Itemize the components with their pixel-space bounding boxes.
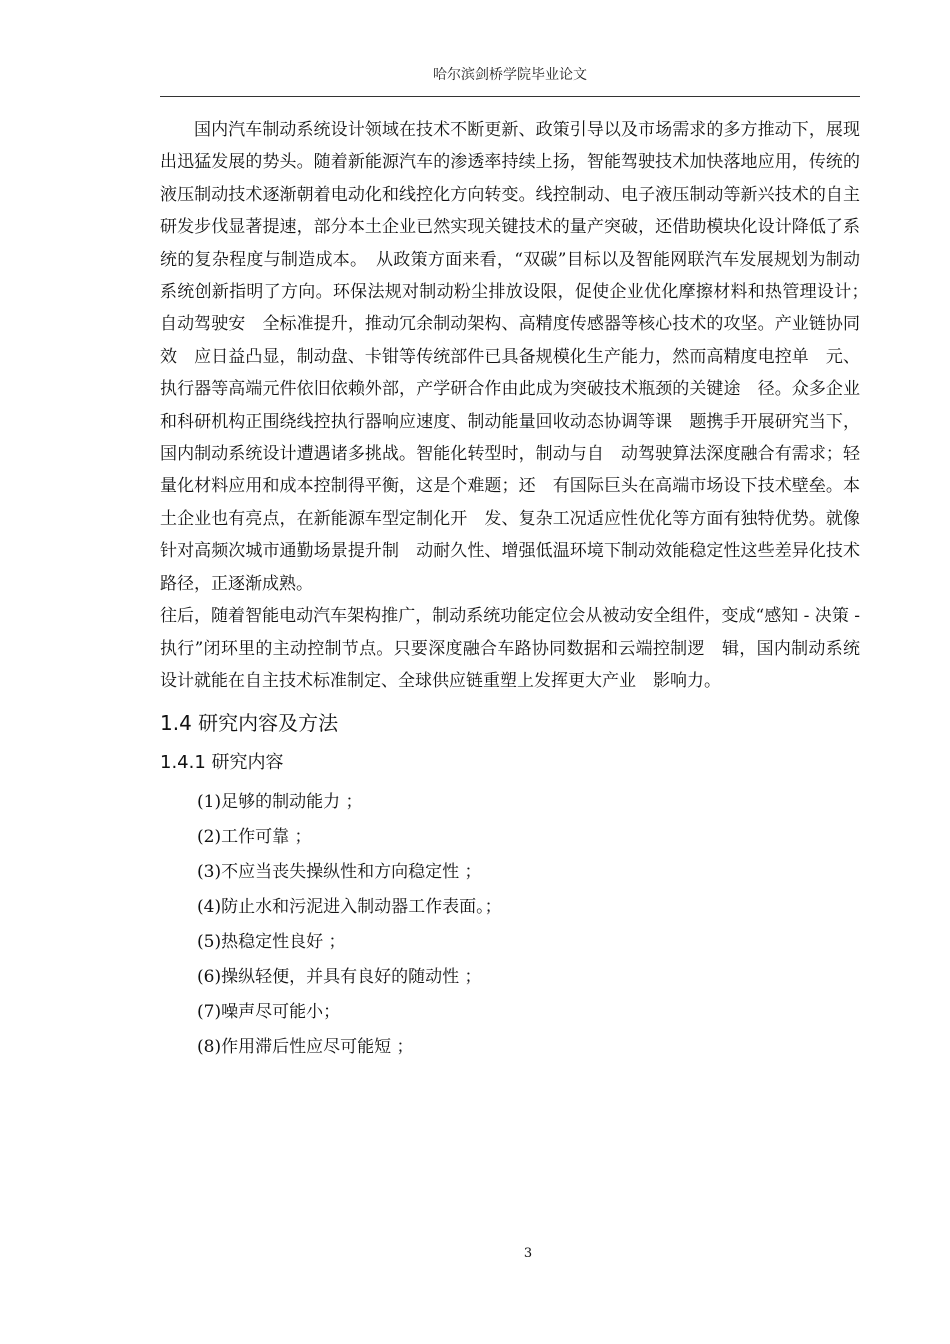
paragraph-domestic-status: 国内汽车制动系统设计领域在技术不断更新、政策引导以及市场需求的多方推动下，展现出迅猛发展的势头。随着新能源汽车的渗透率持续上扬，智能驾驶技术加快落地应用，传统的液压制动技术逐渐朝着电动化和线控化方向转变。线控制动、电子液压制动等新兴技术的自主研发步伐显著提速，部分本土企业已然实现关键技术的量产突破，还借助模块化设计降低了系统的复杂程度与制造成本。 从政策方面来看，“双碳”目标以及智能网联汽车发展规划为制动系统创新指明了方向。环保法规对制动粉尘排放设限，促使企业优化摩擦材料和热管理设计； 自动驾驶安 全标准提升，推动冗余制动架构、高精度传感器等核心技术的攻坚。产业链协同效 应日益凸显，制动盘、卡钳等传统部件已具备规模化生产能力，然而高精度电控单 元、执行器等高端元件依旧依赖外部，产学研合作由此成为突破技术瓶颈的关键途 径。众多企业和科研机构正围绕线控执行器响应速度、制动能量回收动态协调等课 题携手开展研究当下，国内制动系统设计遭遇诸多挑战。智能化转型时，制动与自 动驾驶算法深度融合有需求；轻量化材料应用和成本控制得平衡，这是个难题；还 有国际巨头在高端市场设下技术壁垒。本土企业也有亮点，在新能源车型定制化开 发、复杂工况适应性优化等方面有独特优势。就像针对高频次城市通勤场景提升制 动耐久性、增强低温环境下制动效能稳定性这些差异化技术路径，正逐渐成熟。 xyxy=(160,120,877,594)
list-item: (3)不应当丧失操纵性和方向稳定性 ； xyxy=(197,862,482,883)
list-item: (6)操纵轻便，并具有良好的随动性 ； xyxy=(197,967,482,988)
document-body xyxy=(160,114,877,1065)
page-number: 3 xyxy=(523,1246,533,1261)
running-header: 哈尔滨剑桥学院毕业论文 xyxy=(433,67,587,83)
subsection-heading: 1.4.1 研究内容 xyxy=(160,752,284,774)
list-item: (4)防止水和污泥进入制动器工作表面。； xyxy=(197,897,502,918)
list-item: (5)热稳定性良好 ； xyxy=(197,932,346,953)
paragraph-outlook: 往后，随着智能电动汽车架构推广，制动系统功能定位会从被动安全组件，变成“感知 - 决策 - 执行”闭环里的主动控制节点。只要深度融合车路协同数据和云端控制逻 辑，国内制动系统设计就能在自主技术标准制定、全球供应链重塑上发挥更大产业 影响力。 xyxy=(160,606,860,691)
list-item: (2)工作可靠 ； xyxy=(197,827,312,848)
section-heading: 1.4 研究内容及方法 xyxy=(160,711,339,736)
list-item: (7)噪声尽可能小； xyxy=(197,1002,341,1023)
list-item: (8)作用滞后性应尽可能短 ； xyxy=(197,1037,414,1058)
header-rule xyxy=(160,96,860,97)
requirements-list xyxy=(160,785,860,1065)
list-item: (1)足够的制动能力 ； xyxy=(197,792,363,813)
